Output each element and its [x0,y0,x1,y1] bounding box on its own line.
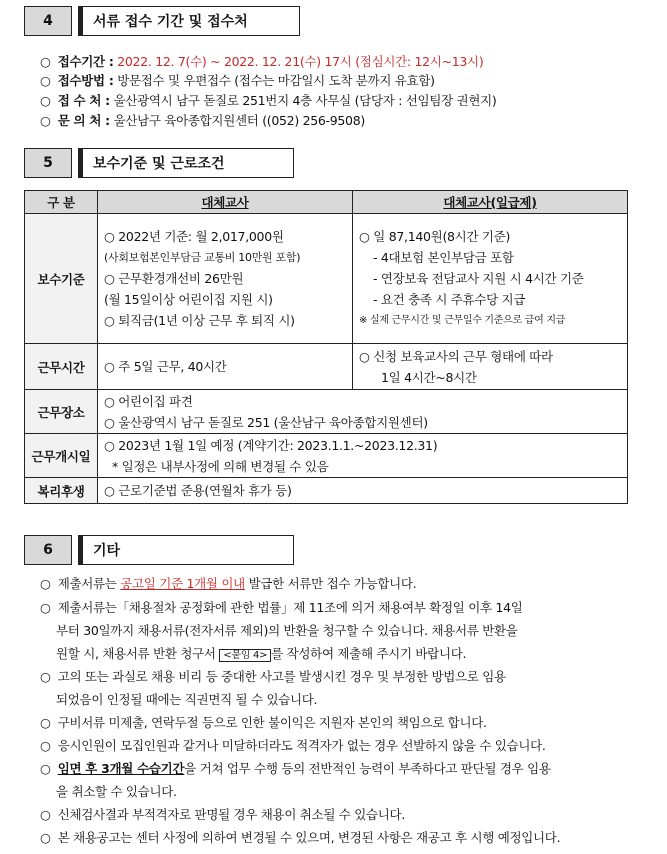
receipt-method-line: ○ 접수방법 : 방문접수 및 우편접수 (접수는 마감일시 도착 분까지 유효함) [40,73,435,88]
table-row-pay [25,214,628,344]
welfare-cell: ○ 근로기준법 준용(연월차 휴가 등) [98,478,628,504]
section-number: 6 [24,535,72,565]
note-item-2: ○ 제출서류는「채용절차 공정화에 관한 법률」제 11조에 의거 채용여부 확정일 이후 14일 [40,600,523,615]
section-6-header [24,535,294,565]
section-title: 서류 접수 기간 및 접수처 [78,6,300,36]
note-item-6-line-2: 을 취소할 수 있습니다. [56,784,177,799]
table-row-start-date [25,434,628,478]
table-row-welfare [25,478,628,504]
section-title: 기타 [78,535,294,565]
start-date-cell: ○ 2023년 1월 1일 예정 (계약기간: 2023.1.1.~2023.12.31) * 일정은 내부사정에 의해 변경될 수 있음 [98,434,628,478]
note-item-5: ○ 응시인원이 모집인원과 같거나 미달하더라도 적격자가 없는 경우 선발하지 않을 수 있습니다. [40,738,546,753]
note-item-2-line-2: 부터 30일까지 채용서류(전자서류 제외)의 반환을 청구할 수 있습니다. 채용서류 반환을 [56,623,518,638]
table-row-hours [25,344,628,390]
row-label: 근무장소 [25,390,98,434]
row-label: 보수기준 [25,214,98,344]
note-item-3: ○ 고의 또는 과실로 채용 비리 등 중대한 사고를 발생시킨 경우 및 부정한 방법으로 임용 [40,669,506,684]
row-label: 근무시간 [25,344,98,390]
pay-conditions-table [24,190,628,504]
note-item-7: ○ 신체검사결과 부적격자로 판명될 경우 채용이 취소될 수 있습니다. [40,807,406,822]
receipt-period-line: ○ 접수기간 : 2022. 12. 7(수) ~ 2022. 12. 21(수) 17시 (점심시간: 12시~13시) [40,54,484,69]
pay-substitute-cell: ○ 2022년 기준: 월 2,017,000원 (사회보험본인부담금 교통비 10만원 포함) ○ 근무환경개선비 26만원 (월 15일이상 어린이집 지원 시) ○ 퇴직금(1년 이상 근무 후 퇴직 시) [98,214,353,344]
hours-substitute-cell: ○ 주 5일 근무, 40시간 [98,344,353,390]
table-row-place [25,390,628,434]
table-header-row [25,191,628,214]
note-item-8: ○ 본 채용공고는 센터 사정에 의하여 변경될 수 있으며, 변경된 사항은 재공고 후 시행 예정입니다. [40,830,561,845]
note-item-3-line-2: 되었음이 인정될 때에는 직권면직 될 수 있습니다. [56,692,318,707]
pay-daily-cell: ○ 일 87,140원(8시간 기준) - 4대보험 본인부담금 포함 - 연장보육 전담교사 지원 시 4시간 기준 - 요건 충족 시 주휴수당 지급 ※ 실제 근무시간 및 근무일수 기준으로 급여 지급 [353,214,628,344]
hours-daily-cell: ○ 신청 보육교사의 근무 형태에 따라 1일 4시간~8시간 [353,344,628,390]
note-item-1: ○ 제출서류는 공고일 기준 1개월 이내 발급한 서류만 접수 가능합니다. [40,576,417,591]
header-substitute-teacher: 대체교사 [98,191,353,214]
section-5-header [24,148,294,178]
section-number: 4 [24,6,72,36]
place-cell: ○ 어린이집 파견 ○ 울산광역시 남구 돋질로 251 (울산남구 육아종합지원센터) [98,390,628,434]
note-item-6: ○ 임면 후 3개월 수습기간을 거쳐 업무 수행 등의 전반적인 능력이 부족하다고 판단될 경우 임용 [40,761,551,776]
attachment-4-box: <붙임 4> [219,649,271,662]
note-item-2-line-3: 원할 시, 채용서류 반환 청구서 <붙임 4> 를 작성하여 제출해 주시기 바랍니다. [56,646,467,661]
section-4-header [24,6,300,36]
header-category: 구 분 [25,191,98,214]
inquiry-line: ○ 문 의 처 : 울산남구 육아종합지원센터 ((052) 256-9508) [40,113,365,128]
section-number: 5 [24,148,72,178]
row-label: 복리후생 [25,478,98,504]
receipt-place-line: ○ 접 수 처 : 울산광역시 남구 돋질로 251번지 4층 사무실 (담당자 : 선임팀장 권현지) [40,93,497,108]
section-title: 보수기준 및 근로조건 [78,148,294,178]
note-item-4: ○ 구비서류 미제출, 연락두절 등으로 인한 불이익은 지원자 본인의 책임으로 합니다. [40,715,487,730]
row-label: 근무개시일 [25,434,98,478]
header-daily-substitute-teacher: 대체교사(일급제) [353,191,628,214]
